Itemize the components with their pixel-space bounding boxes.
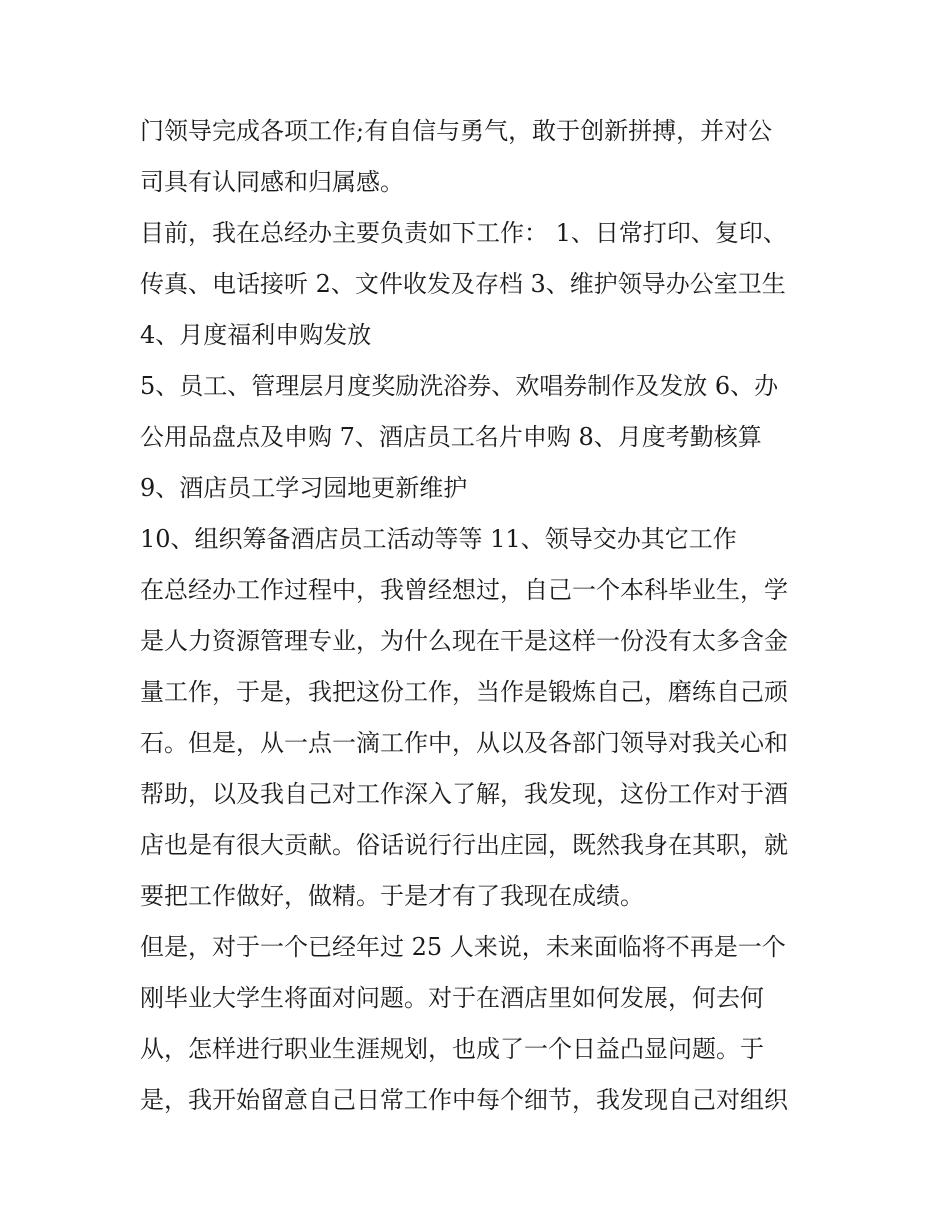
body-text [140, 106, 820, 1126]
text-line: 在总经办工作过程中，我曾经想过，自己一个本科毕业生，学 [140, 576, 788, 604]
text-line: 门领导完成各项工作;有自信与勇气，敢于创新拼搏，并对公 [140, 117, 773, 145]
text-line: 但是，对于一个已经年过 25 人来说，未来面临将不再是一个 [140, 933, 786, 961]
text-line: 是，我开始留意自己日常工作中每个细节，我发现自己对组织 [140, 1086, 788, 1114]
text-line: 10、组织筹备酒店员工活动等等 11、领导交办其它工作 [140, 525, 737, 553]
text-line: 石。但是，从一点一滴工作中，从以及各部门领导对我关心和 [140, 729, 788, 757]
text-line: 5、员工、管理层月度奖励洗浴券、欢唱券制作及发放 6、办 [140, 372, 779, 400]
text-line: 店也是有很大贡献。俗话说行行出庄园，既然我身在其职，就 [140, 831, 788, 859]
text-line: 是人力资源管理专业，为什么现在干是这样一份没有太多含金 [140, 627, 788, 655]
text-line: 4、月度福利申购发放 [140, 321, 372, 349]
text-line: 目前，我在总经办主要负责如下工作： 1、日常打印、复印、 [140, 219, 787, 247]
text-line: 要把工作做好，做精。于是才有了我现在成绩。 [140, 882, 644, 910]
text-line: 帮助，以及我自己对工作深入了解，我发现，这份工作对于酒 [140, 780, 788, 808]
text-line: 公用品盘点及申购 7、酒店员工名片申购 8、月度考勤核算 [140, 423, 762, 451]
text-line: 量工作，于是，我把这份工作，当作是锻炼自己，磨练自己顽 [140, 678, 788, 706]
text-line: 传真、电话接听 2、文件收发及存档 3、维护领导办公室卫生 [140, 270, 786, 298]
text-line: 从，怎样进行职业生涯规划，也成了一个日益凸显问题。于 [140, 1035, 764, 1063]
text-line: 司具有认同感和归属感。 [140, 168, 404, 196]
text-line: 刚毕业大学生将面对问题。对于在酒店里如何发展，何去何 [140, 984, 764, 1012]
text-line: 9、酒店员工学习园地更新维护 [140, 474, 468, 502]
